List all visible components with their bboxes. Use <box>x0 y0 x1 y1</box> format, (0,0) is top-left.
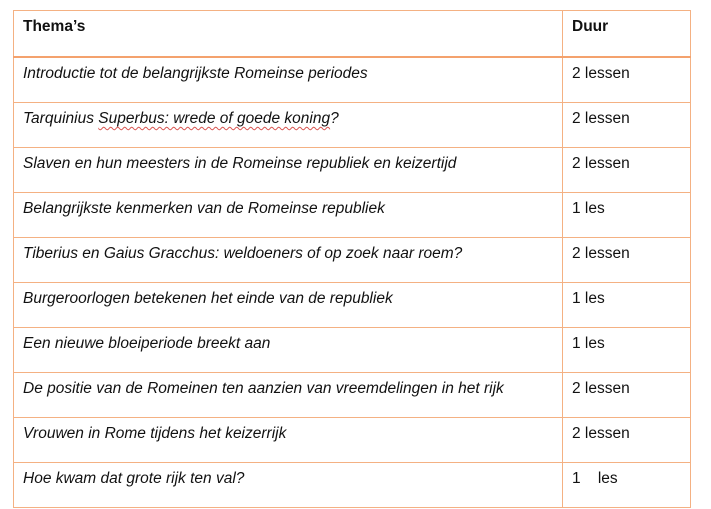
topic-cell: Tiberius en Gaius Gracchus: weldoeners of op zoek naar roem? <box>14 238 563 283</box>
topic-cell: De positie van de Romeinen ten aanzien van vreemdelingen in het rijk <box>14 373 563 418</box>
header-topic: Thema’s <box>14 11 563 58</box>
themes-table <box>13 10 691 508</box>
table-row <box>14 463 691 508</box>
header-row <box>14 11 691 58</box>
duration-cell: 2 lessen <box>563 57 691 103</box>
spellcheck-flagged-text: Superbus: wrede of goede koning <box>98 110 331 127</box>
topic-text: Tarquinius <box>23 110 99 127</box>
table-row <box>14 418 691 463</box>
duration-cell: 2 lessen <box>563 418 691 463</box>
topic-cell: Introductie tot de belangrijkste Romeinse periodes <box>14 57 563 103</box>
table-row <box>14 148 691 193</box>
table-row <box>14 57 691 103</box>
duration-cell: 1 les <box>563 328 691 373</box>
topic-cell: Een nieuwe bloeiperiode breekt aan <box>14 328 563 373</box>
duration-cell: 2 lessen <box>563 148 691 193</box>
header-duration: Duur <box>563 11 691 58</box>
topic-cell: Belangrijkste kenmerken van de Romeinse republiek <box>14 193 563 238</box>
duration-cell: 1 les <box>563 463 691 508</box>
duration-cell: 2 lessen <box>563 238 691 283</box>
table-row <box>14 193 691 238</box>
topic-cell: Burgeroorlogen betekenen het einde van de republiek <box>14 283 563 328</box>
topic-cell: Hoe kwam dat grote rijk ten val? <box>14 463 563 508</box>
table-row <box>14 283 691 328</box>
table-body <box>14 57 691 508</box>
duration-cell: 1 les <box>563 283 691 328</box>
topic-cell <box>14 103 563 148</box>
table-header <box>14 11 691 58</box>
table-row <box>14 328 691 373</box>
duration-cell: 2 lessen <box>563 103 691 148</box>
topic-cell: Slaven en hun meesters in de Romeinse republiek en keizertijd <box>14 148 563 193</box>
table-row <box>14 103 691 148</box>
duration-cell: 1 les <box>563 193 691 238</box>
duration-cell: 2 lessen <box>563 373 691 418</box>
topic-cell: Vrouwen in Rome tijdens het keizerrijk <box>14 418 563 463</box>
topic-text: ? <box>330 110 339 127</box>
table-row <box>14 238 691 283</box>
table-row <box>14 373 691 418</box>
